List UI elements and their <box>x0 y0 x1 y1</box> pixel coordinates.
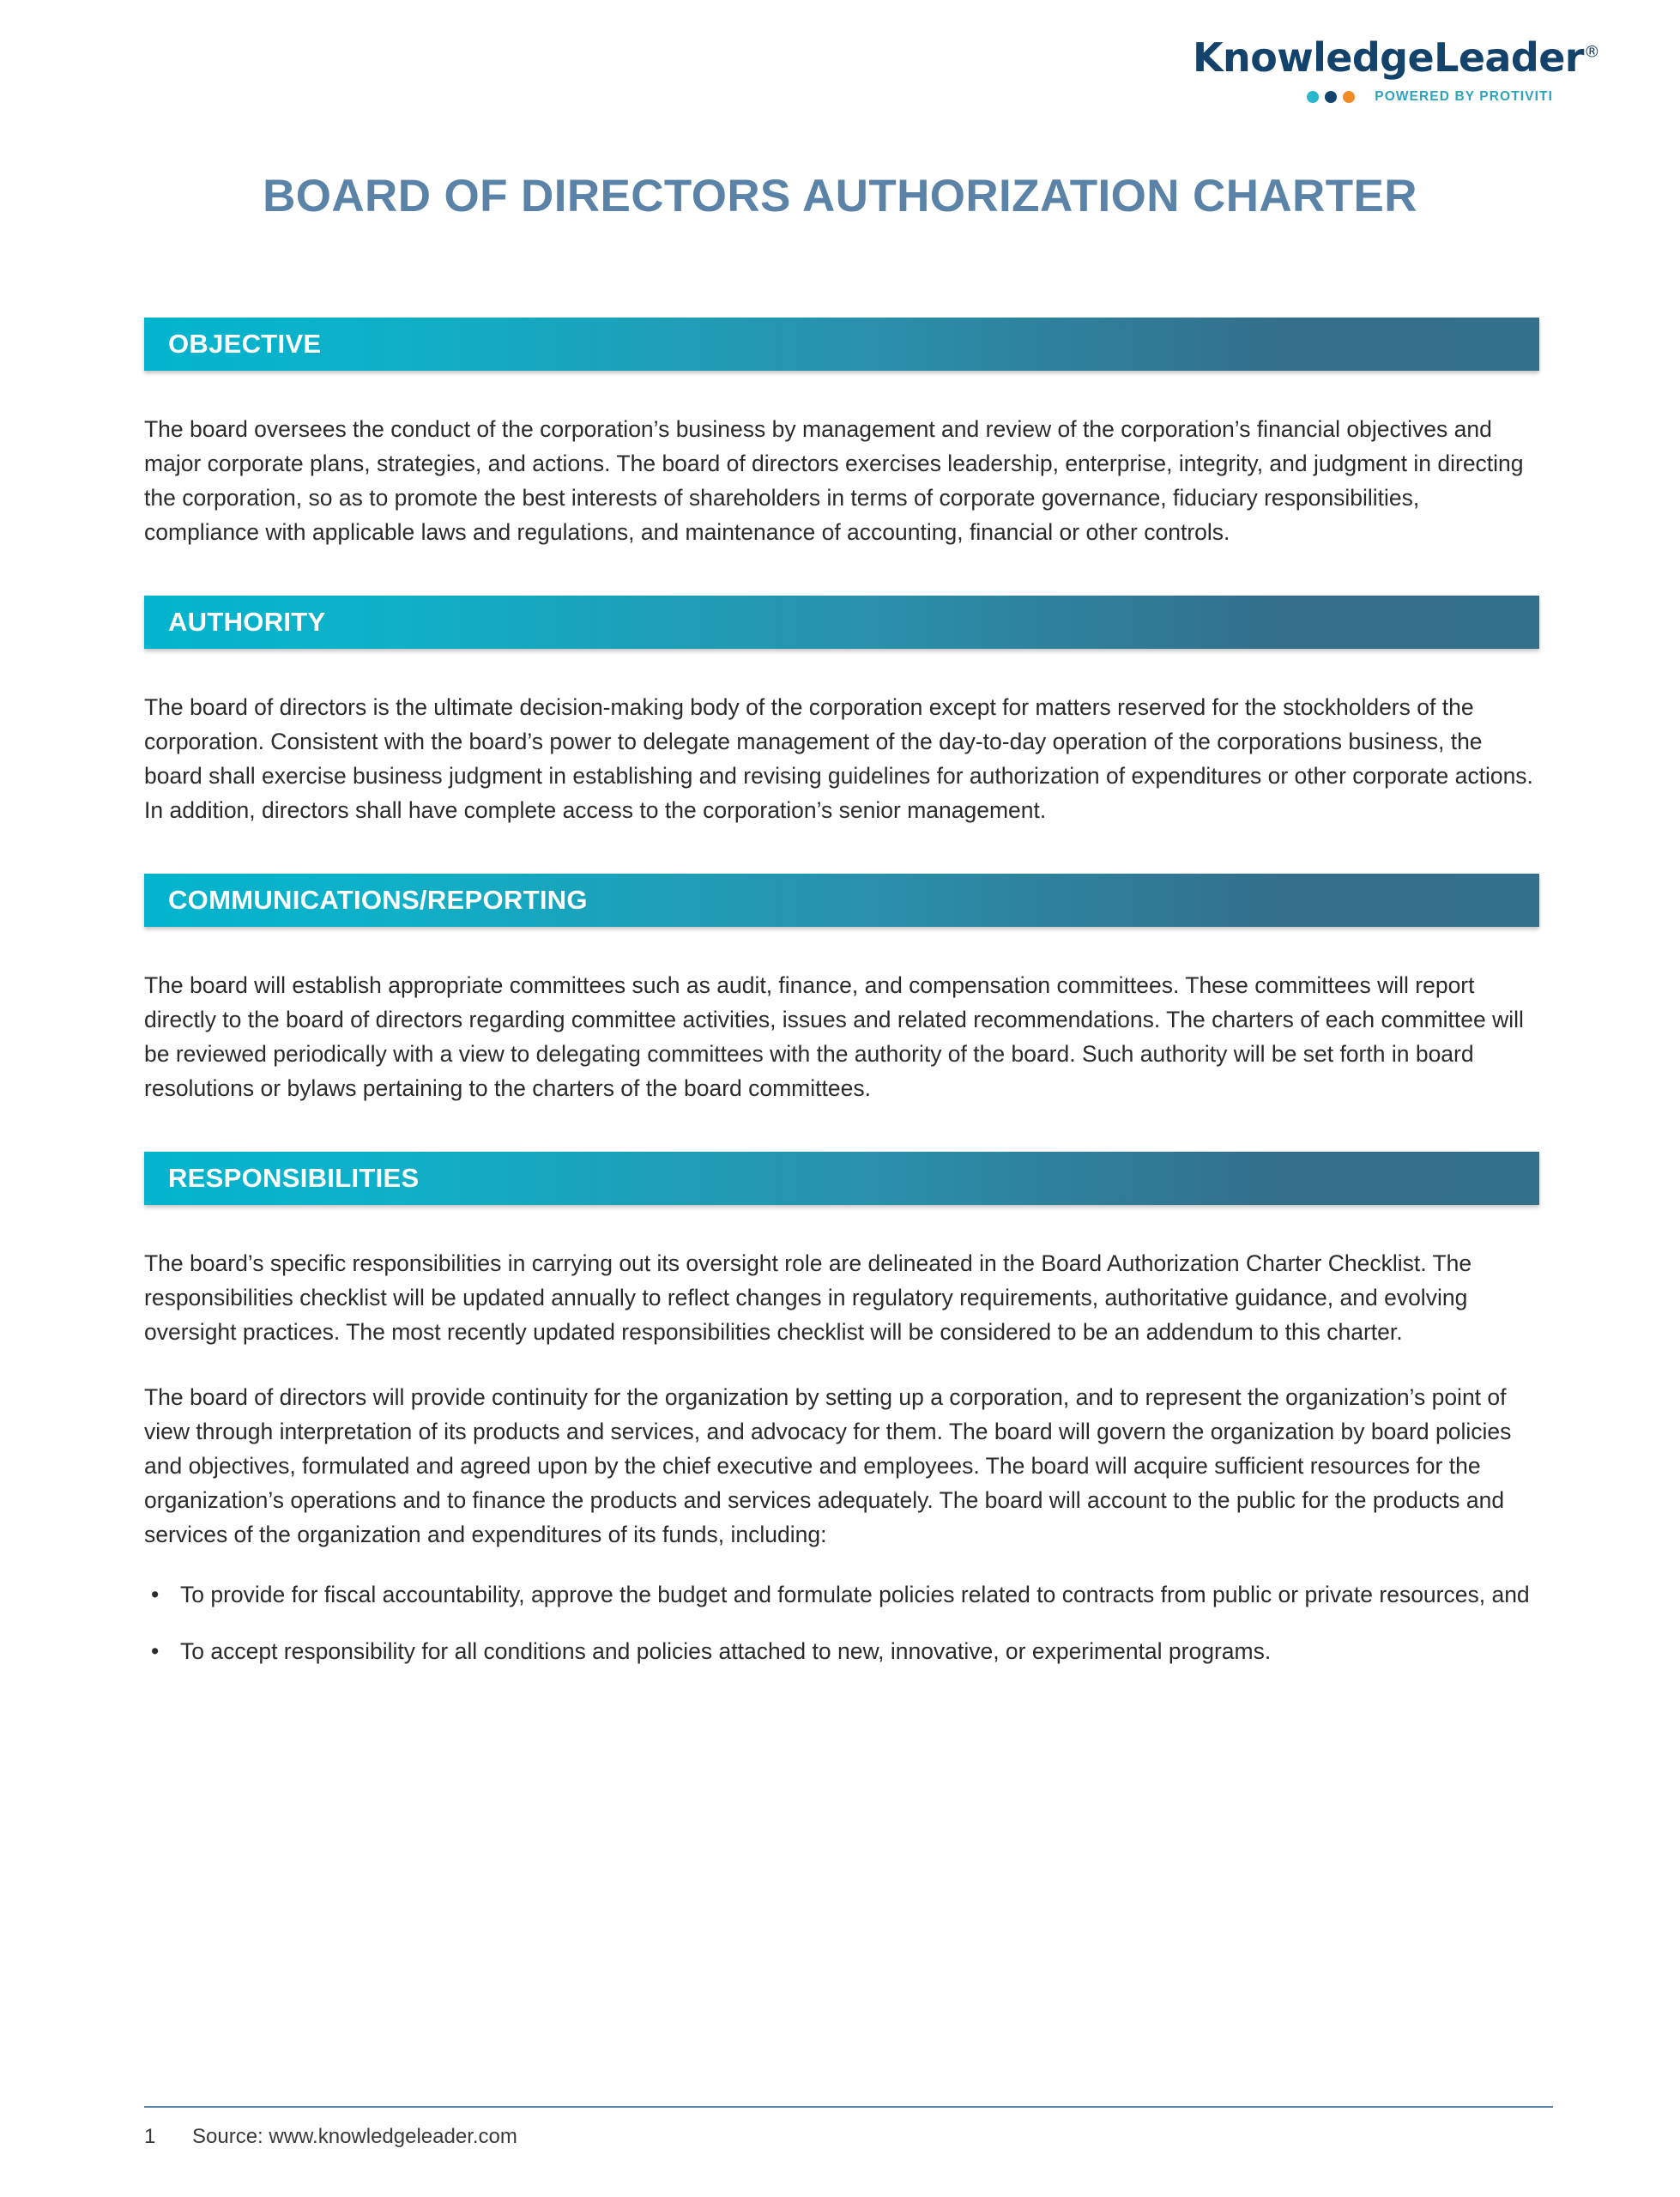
section-paragraph: The board oversees the conduct of the corporation’s business by management and review of the corporation’s financial objectives and major corporate plans, strategies, and actions. The board of directors exercises leadership, enterprise, integrity, and judgment in directing the corporation, so as to promote the best interests of shareholders in terms of corporate governance, fiduciary responsibilities, compliance with applicable laws and regulations, and maintenance of accounting, financial or other controls. <box>144 416 1524 545</box>
dot-orange-icon <box>1343 91 1355 103</box>
brand-tagline-row <box>1193 89 1553 105</box>
section-heading: OBJECTIVE <box>168 329 322 359</box>
page-footer <box>144 2106 1553 2149</box>
section-paragraph: The board of directors will provide continuity for the organization by setting up a corporation, and to represent the organization’s point of view through interpretation of its products and services, and advocacy for them. The board will govern the organization by board policies and objectives, formulated and agreed upon by the chief executive and employees. The board will acquire sufficient resources for the organization’s operations and to finance the products and services adequately. The board will account to the public for the products and services of the organization and expenditures of its funds, including: <box>144 1384 1512 1547</box>
brand-wordmark <box>1193 34 1600 81</box>
section-paragraph: The board’s specific responsibilities in carrying out its oversight role are delineated in the Board Authorization Charter Checklist. The responsibilities checklist will be updated annually to reflect changes in regulatory requirements, authoritative guidance, and evolving oversight practices. The most recently updated responsibilities checklist will be considered to be an addendum to this charter. <box>144 1250 1472 1345</box>
registered-trademark-icon: ® <box>1583 42 1600 62</box>
section-paragraph: The board of directors is the ultimate decision-making body of the corporation except for matters reserved for the stockholders of the corporation. Consistent with the board’s power to delegate management of the day-to-day operation of the corporations business, the board shall exercise business judgment in establishing and revising guidelines for authorization of expenditures or other corporate actions. In addition, directors shall have complete access to the corporation’s senior management. <box>144 694 1533 823</box>
list-item-text: To provide for fiscal accountability, approve the budget and formulate policies related to contracts from public or private resources, and <box>180 1582 1530 1607</box>
brand-logo <box>1193 34 1600 105</box>
spacer <box>144 827 1539 874</box>
footer-source-text: Source: www.knowledgeleader.com <box>192 2125 517 2148</box>
dot-teal-icon <box>1307 91 1319 103</box>
page-title: BOARD OF DIRECTORS AUTHORIZATION CHARTER <box>263 171 1417 221</box>
section-header-bar <box>144 318 1539 371</box>
section-authority <box>144 596 1539 827</box>
list-item-text: To accept responsibility for all conditions and policies attached to new, innovative, or experimental programs. <box>180 1638 1272 1664</box>
spacer <box>144 1105 1539 1152</box>
section-communications-reporting <box>144 874 1539 1105</box>
brand-tagline: POWERED BY PROTIVITI <box>1375 89 1553 104</box>
section-header-bar <box>144 1152 1539 1205</box>
brand-wordmark-text: KnowledgeLeader <box>1193 34 1584 81</box>
list-item <box>144 1577 1539 1612</box>
section-heading: RESPONSIBILITIES <box>168 1163 420 1193</box>
dot-navy-icon <box>1325 91 1337 103</box>
section-header-bar <box>144 596 1539 649</box>
section-paragraph: The board will establish appropriate committees such as audit, finance, and compensation committees. These committees will report directly to the board of directors regarding committee activities, issues and related recommendations. The charters of each committee will be reviewed periodically with a view to delegating committees with the authority of the board. Such authority will be set forth in board resolutions or bylaws pertaining to the charters of the board committees. <box>144 972 1524 1101</box>
bullet-marker-icon: • <box>151 1582 160 1607</box>
section-heading: AUTHORITY <box>168 607 326 637</box>
brand-dots-icon <box>1307 91 1355 103</box>
list-item <box>144 1634 1539 1668</box>
section-responsibilities <box>144 1152 1539 1668</box>
footer-divider <box>144 2106 1553 2108</box>
spacer <box>144 549 1539 596</box>
section-header-bar <box>144 874 1539 927</box>
responsibilities-bullet-list <box>144 1577 1539 1668</box>
section-objective <box>144 318 1539 549</box>
page-number: 1 <box>144 2125 156 2148</box>
bullet-marker-icon: • <box>151 1638 160 1664</box>
section-heading: COMMUNICATIONS/REPORTING <box>168 885 588 915</box>
footer-row <box>144 2125 1553 2149</box>
document-body <box>144 318 1539 1691</box>
